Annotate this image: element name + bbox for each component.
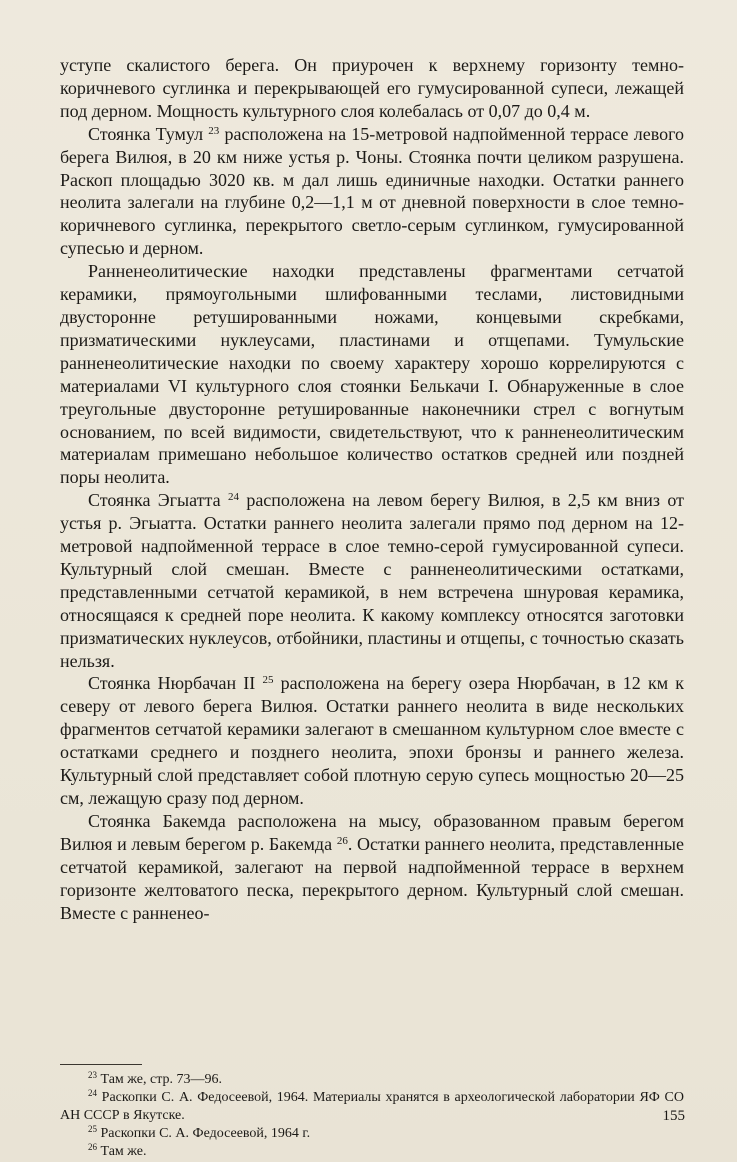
paragraph-tumul <box>60 123 684 260</box>
footnote-text: Там же. <box>97 1144 147 1159</box>
footnote-24 <box>60 1089 684 1125</box>
paragraph-bakemda <box>60 810 684 925</box>
paragraph-egyatta-text: расположена на левом берегу Вилюя, в 2,5 км вниз от устья р. Эгыатта. Остатки раннего неолита залегали прямо под дерном на 12-метровой надпойменной террасе в слое темно-серой гумусированной супеси. Культурный слой смешан. Вместе с ранненеолитическими остатками, представленными сетчатой керамикой, в нем встречена шнуровая керамика, относящаяся к средней поре неолита. К какому комплексу относятся заготовки призматических нуклеусов, отбойники, пластины и отщепы, с точностью сказать нельзя. <box>60 490 684 671</box>
footnotes <box>60 1071 684 1161</box>
paragraph-1 <box>60 54 684 123</box>
footnote-25 <box>60 1125 684 1143</box>
body-text <box>60 54 684 924</box>
footnote-number: 24 <box>88 1088 97 1098</box>
paragraph-nyurbachan <box>60 672 684 809</box>
paragraph-nyurbachan-text: расположена на берегу озера Нюрбачан, в 12 км к северу от левого берега Вилюя. Остатки раннего неолита в виде нескольких фрагментов сетчатой керамики залегают в смешанном культурном слое вместе с остатками среднего и позднего неолита, эпохи бронзы и раннего железа. Культурный слой представляет собой плотную серую супесь мощностью 20—25 см, лежащую сразу под дерном. <box>60 673 684 808</box>
paragraph-bakemda-lead: Стоянка Бакемда расположена на мысу, образованном правым берегом Вилюя и левым берегом р. Бакемда <box>60 810 684 854</box>
footnote-divider <box>60 1064 142 1065</box>
footnote-text: Раскопки С. А. Федосеевой, 1964 г. <box>97 1126 311 1141</box>
footnote-ref-26: 26 <box>336 834 348 847</box>
footnote-23 <box>60 1071 684 1089</box>
footnote-ref-25: 25 <box>262 674 274 687</box>
page-number: 155 <box>662 1108 685 1124</box>
footnote-26 <box>60 1143 684 1161</box>
footnote-ref-24: 24 <box>227 491 239 504</box>
footnote-text: Там же, стр. 73—96. <box>97 1072 222 1087</box>
paragraph-1-text: уступе скалистого берега. Он приурочен к верхнему горизонту темно-коричневого суглинка и перекрывающей его гумусированной супеси, лежащей под дерном. Мощность культурного слоя колебалась от 0,07 до 0,4 м. <box>60 55 684 121</box>
paragraph-finds <box>60 260 684 489</box>
paragraph-tumul-lead: Стоянка Тумул <box>88 123 209 144</box>
paragraph-bakemda-text: . Остатки раннего неолита, представленные сетчатой керамикой, залегают на первой надпойменной террасе в верхнем горизонте желтоватого песка, перекрытого дерном. Культурный слой смешан. Вместе с ранненео- <box>60 833 684 923</box>
paragraph-tumul-text: расположена на 15-метровой надпойменной террасе левого берега Вилюя, в 20 км ниже устья р. Чоны. Стоянка почти целиком разрушена. Раскоп площадью 3020 кв. м дал лишь единичные находки. Остатки раннего неолита залегали на глубине 0,2—1,1 м от дневной поверхности в слое темно-коричневого суглинка, перекрытого светло-серым суглинком, гумусированной супесью и дерном. <box>60 123 684 259</box>
paragraph-egyatta-lead: Стоянка Эгыатта <box>88 490 228 511</box>
paragraph-egyatta <box>60 489 684 672</box>
paragraph-nyurbachan-lead: Стоянка Нюрбачан II <box>88 673 263 694</box>
footnote-number: 26 <box>88 1142 97 1152</box>
footnote-ref-23: 23 <box>208 124 220 137</box>
footnote-text: Раскопки С. А. Федосеевой, 1964. Материалы хранятся в археологической лаборатории ЯФ СО АН СССР в Якутске. <box>60 1090 684 1123</box>
footnote-number: 25 <box>88 1124 97 1134</box>
footnote-number: 23 <box>88 1070 97 1080</box>
paragraph-finds-text: Ранненеолитические находки представлены фрагментами сетчатой керамики, прямоугольными шлифованными теслами, листовидными двусторонне ретушированными ножами, концевыми скребками, призматическими нуклеусами, пластинами и отщепами. Тумульские ранненеолитические находки по своему характеру хорошо коррелируются с материалами VI культурного слоя стоянки Белькачи I. Обнаруженные в слое треугольные двусторонне ретушированные наконечники стрел с вогнутым основанием, по всей видимости, свидетельствуют, что к ранненеолитическим материалам примешано небольшое количество остатков средней или поздней поры неолита. <box>60 261 684 488</box>
